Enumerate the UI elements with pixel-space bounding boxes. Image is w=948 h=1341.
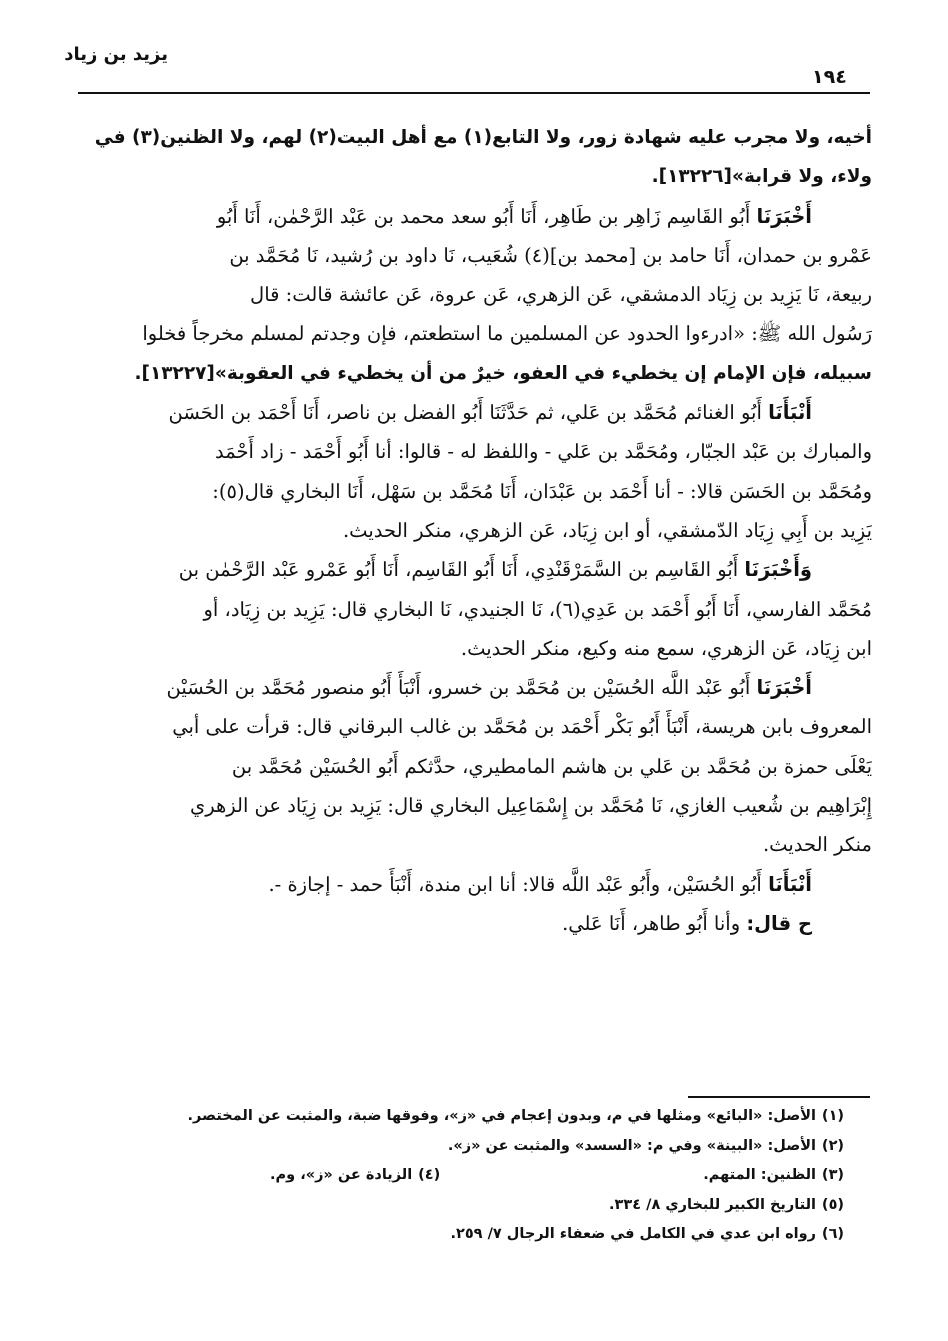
text-line <box>60 786 872 825</box>
footnote <box>150 1161 850 1191</box>
text-line <box>60 275 872 314</box>
footnote <box>150 1220 850 1250</box>
line-text: ولاء، ولا قرابة»[١٣٢٢٦]. <box>651 166 872 188</box>
line-lead-word: أَخْبَرَنَا <box>756 204 812 228</box>
footnote-text: الأصل: «البائع» ومثلها في م، وبدون إعجام في «ز»، وفوقها ضبة، والمثبت عن المختصر. <box>187 1108 816 1124</box>
text-line <box>60 314 872 353</box>
text-line <box>60 236 872 275</box>
line-text: أَبُو الغنائم مُحَمَّد بن عَلي، ثم حَدَّثَنَا أَبُو الفضل بن ناصر، أَنَا أَحْمَد بن الحَسَن <box>168 401 769 425</box>
footnote-number: (٦) <box>821 1226 845 1242</box>
footnote-text: التاريخ الكبير للبخاري ٨/ ٣٣٤. <box>609 1196 816 1213</box>
footnotes <box>150 1102 850 1250</box>
line-text: يَعْلَى حمزة بن مُحَمَّد بن عَلي بن هاشم المامطيري، حدَّثكم أَبُو الحُسَيْن مُحَمَّد بن <box>231 754 872 778</box>
page-number: ١٩٤ <box>812 66 847 88</box>
line-text: رَسُول الله ﷺ: «ادرءوا الحدود عن المسلمين ما استطعتم، فإن وجدتم لمسلم مخرجاً فخلوا <box>142 322 872 346</box>
line-text: سبيله، فإن الإمام إن يخطيء في العفو، خيرٌ من أن يخطيء في العقوبة»[١٣٢٢٧]. <box>134 362 872 384</box>
text-line <box>60 590 872 629</box>
footnote-number: (٤) <box>418 1167 441 1183</box>
line-text: أَبُو القَاسِم زَاهِر بن طَاهِر، أَنَا أَبُو سعد محمد بن عَبْد الرَّحْمٰن، أَنَا أَبُو <box>216 204 757 228</box>
line-lead-word: أَنْبَأَنَا <box>768 872 812 896</box>
text-line <box>60 747 872 786</box>
text-line <box>60 668 872 707</box>
line-text: إِبْرَاهِيم بن شُعيب الغازي، نَا مُحَمَّد بن إِسْمَاعِيل البخاري قال: يَزِيد بن زِيَاد عن الزهري <box>189 794 872 818</box>
footnote-inline <box>270 1161 446 1191</box>
line-text: والمبارك بن عَبْد الجبّار، ومُحَمَّد بن عَلي - واللفظ له - قالوا: أنا أَبُو أَحْمَد - زاد أَحْمَد <box>214 440 872 464</box>
text-line <box>60 472 872 511</box>
text-line <box>60 550 872 589</box>
footnote-number: (٢) <box>821 1137 845 1154</box>
text-line <box>60 865 872 904</box>
line-lead-word: وَأَخْبَرَنَا <box>744 558 812 582</box>
line-lead-word: أَنْبَأَنَا <box>768 401 812 425</box>
footnote-text: الأصل: «البينة» وفي م: «السسد» والمثبت عن «ز». <box>447 1137 816 1154</box>
line-text: وأنا أَبُو طاهر، أَنَا عَلي. <box>562 911 747 935</box>
line-text: ومُحَمَّد بن الحَسَن قالا: - أنا أَحْمَد بن عَبْدَان، أَنَا مُحَمَّد بن سَهْل، أَنَا البخاري قال(٥): <box>212 479 872 503</box>
footnote-number: (٥) <box>821 1196 845 1213</box>
line-text: أخيه، ولا مجرب عليه شهادة زور، ولا التابع(١) مع أهل البيت(٢) لهم، ولا الظنين(٣) في <box>94 127 872 148</box>
footnote <box>150 1102 850 1132</box>
footnote-text: رواه ابن عدي في الكامل في ضعفاء الرجال ٧/ ٢٥٩. <box>450 1226 816 1242</box>
line-text: أَبُو الحُسَيْن، وأَبُو عَبْد اللَّه قالا: أنا ابن مندة، أَنْبَأَ حمد - إجازة -. <box>268 872 769 896</box>
footnote-number: (٣) <box>821 1167 845 1183</box>
footnote <box>150 1191 850 1221</box>
line-text: ابن زِيَاد، عَن الزهري، سمع منه وكيع، منكر الحديث. <box>460 636 872 660</box>
line-lead-word: أَخْبَرَنَا <box>756 676 812 700</box>
text-line <box>60 393 872 432</box>
header-rule <box>78 92 870 94</box>
text-line <box>60 825 872 864</box>
line-lead-word: ح قال: <box>746 911 812 935</box>
text-line <box>60 197 872 236</box>
running-title: يزيد بن زياد <box>64 44 168 65</box>
line-text: يَزِيد بن أَبِي زِيَاد الدّمشقي، أو ابن زِيَاد، عَن الزهري، منكر الحديث. <box>342 518 872 542</box>
body-text <box>60 118 872 943</box>
text-line <box>60 511 872 550</box>
line-text: أَبُو القَاسِم بن السَّمَرْقَنْدِي، أَنَا أَبُو القَاسِم، أَنَا أَبُو عَمْرو عَبْد الرَّحْمٰن بن <box>178 558 745 582</box>
text-line <box>60 629 872 668</box>
footnote-text: الظنين: المتهم. <box>703 1167 816 1183</box>
text-line <box>60 118 872 157</box>
footnote-number: (١) <box>821 1108 845 1124</box>
text-line <box>60 707 872 746</box>
line-text: المعروف بابن هريسة، أَنْبَأَ أَبُو بَكْر أَحْمَد بن مُحَمَّد بن غالب البرقاني قال: قرأت على أبي <box>172 715 872 739</box>
footnote-rule <box>688 1096 870 1098</box>
text-line <box>60 904 872 943</box>
line-text: ربيعة، نَا يَزِيد بن زِيَاد الدمشقي، عَن الزهري، عَن عروة، عَن عائشة قالت: قال <box>250 283 872 307</box>
footnote-text: الزيادة عن «ز»، وم. <box>270 1167 413 1183</box>
text-line <box>60 157 872 196</box>
footnote <box>150 1132 850 1162</box>
line-text: عَمْرو بن حمدان، أَنَا حامد بن [محمد بن](٤) شُعَيب، نَا داود بن رُشيد، نَا مُحَمَّد بن <box>229 243 872 267</box>
text-line <box>60 354 872 393</box>
line-text: مُحَمَّد الفارسي، أَنَا أَبُو أَحْمَد بن عَدِي(٦)، نَا الجنيدي، نَا البخاري قال: يَزِيد بن زِيَاد، أو <box>203 597 872 621</box>
line-text: منكر الحديث. <box>762 833 872 857</box>
line-text: أَبُو عَبْد اللَّه الحُسَيْن بن مُحَمَّد بن خسرو، أَنْبَأَ أَبُو منصور مُحَمَّد بن الحُسَيْن <box>166 676 757 700</box>
text-line <box>60 432 872 471</box>
